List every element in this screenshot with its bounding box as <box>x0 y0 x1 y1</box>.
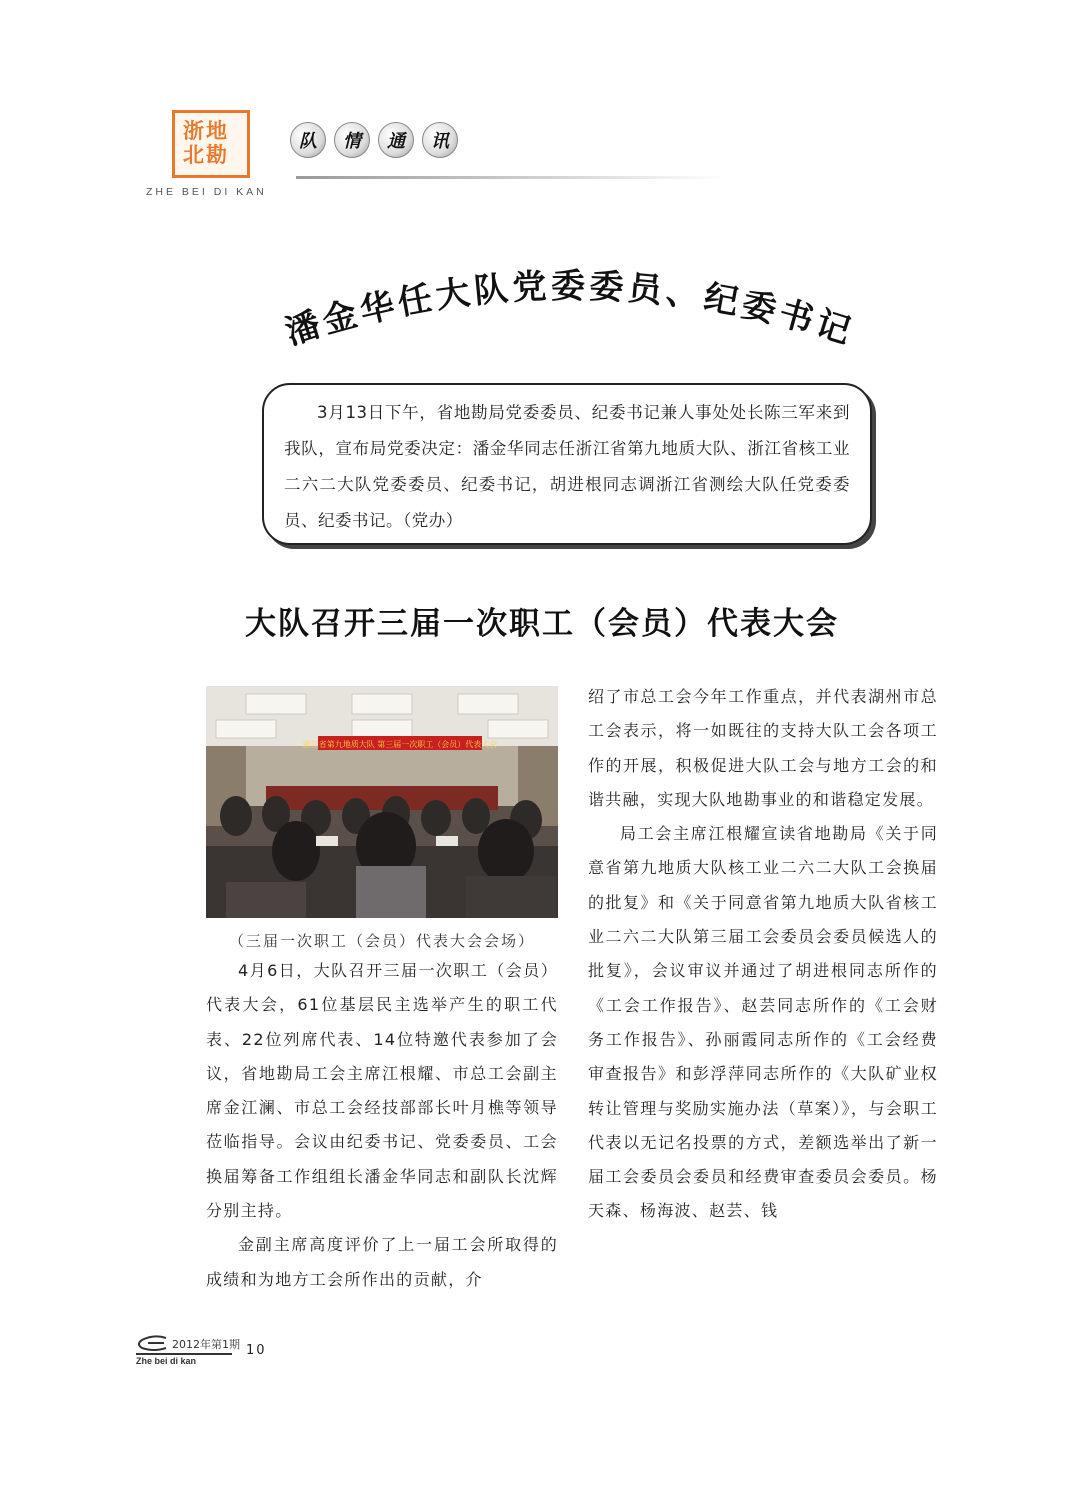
logo-text: 浙地北勘 <box>183 119 229 167</box>
header-divider <box>296 176 726 179</box>
article2-column-right <box>588 680 938 1229</box>
article1-title-text: 潘金华任大队党委委员、纪委书记 <box>280 266 860 354</box>
article1-box <box>262 383 872 545</box>
footer-issue: 2012年第1期 <box>172 1338 240 1351</box>
paragraph: 绍了市总工会今年工作重点，并代表湖州市总工会表示，将一如既往的支持大队工会各项工作的开展，积极促进大队工会与地方工会的和谐共融，实现大队地勘事业的和谐稳定发展。 <box>588 687 938 809</box>
photo-banner-text: 浙江省第九地质大队 第三届一次职工（会员）代表大会 <box>302 740 498 749</box>
section-title <box>290 122 458 166</box>
paragraph: 局工会主席江根耀宣读省地勘局《关于同意省第九地质大队核工业二六二大队工会换届的批复》和《关于同意省第九地质大队省核工业二六二大队第三届工会委员会委员候选人的批复》，会议审议并通过了胡进根同志所作的《工会工作报告》、赵芸同志所作的《工会财务工作报告》、孙丽霞同志所作的《工会经费审查报告》和彭浮萍同志所作的《大队矿业权转让管理与奖励实施办法（草案）》，与会职工代表以无记名投票的方式，差额选举出了新一届工会委员会委员和经费审查委员会委员。杨天森、杨海波、赵芸、钱 <box>588 824 938 1221</box>
footer-subtitle: Zhe bei di kan <box>136 1356 197 1366</box>
article2-title: 大队召开三届一次职工（会员）代表大会 <box>245 606 839 642</box>
section-char: 情 <box>334 122 370 158</box>
footer-logo-icon <box>136 1334 172 1352</box>
section-char: 讯 <box>422 122 458 158</box>
article2-column-left <box>206 954 558 1297</box>
paragraph: 4月6日，大队召开三届一次职工（会员）代表大会，61位基层民主选举产生的职工代表、22位列席代表、14位特邀代表参加了会议，省地勘局工会主席江根耀、市总工会副主席金江澜、市总工会经技部部长叶月樵等领导莅临指导。会议由纪委书记、党委委员、工会换届筹备工作组组长潘金华同志和副队长沈辉分别主持。 <box>206 961 558 1221</box>
section-char: 通 <box>378 122 414 158</box>
meeting-photo <box>206 686 558 918</box>
footer-divider <box>136 1353 232 1355</box>
logo-subtitle: ZHE BEI DI KAN <box>146 186 267 198</box>
page-number: 10 <box>246 1343 267 1358</box>
magazine-logo <box>172 110 250 178</box>
svg-text:潘金华任大队党委委员、纪委书记 <box>281 267 859 354</box>
article1-title <box>250 255 890 375</box>
paragraph: 金副主席高度评价了上一届工会所取得的成绩和为地方工会所作出的贡献，介 <box>206 1235 558 1289</box>
photo-caption: （三届一次职工（会员）代表大会会场） <box>228 932 535 950</box>
section-char: 队 <box>290 122 326 158</box>
article1-body: 3月13日下午，省地勘局党委委员、纪委书记兼人事处处长陈三军来到我队，宣布局党委决定：潘金华同志任浙江省第九地质大队、浙江省核工业二六二大队党委委员、纪委书记，胡进根同志调浙江省测绘大队任党委委员、纪委书记。（党办） <box>284 403 850 530</box>
